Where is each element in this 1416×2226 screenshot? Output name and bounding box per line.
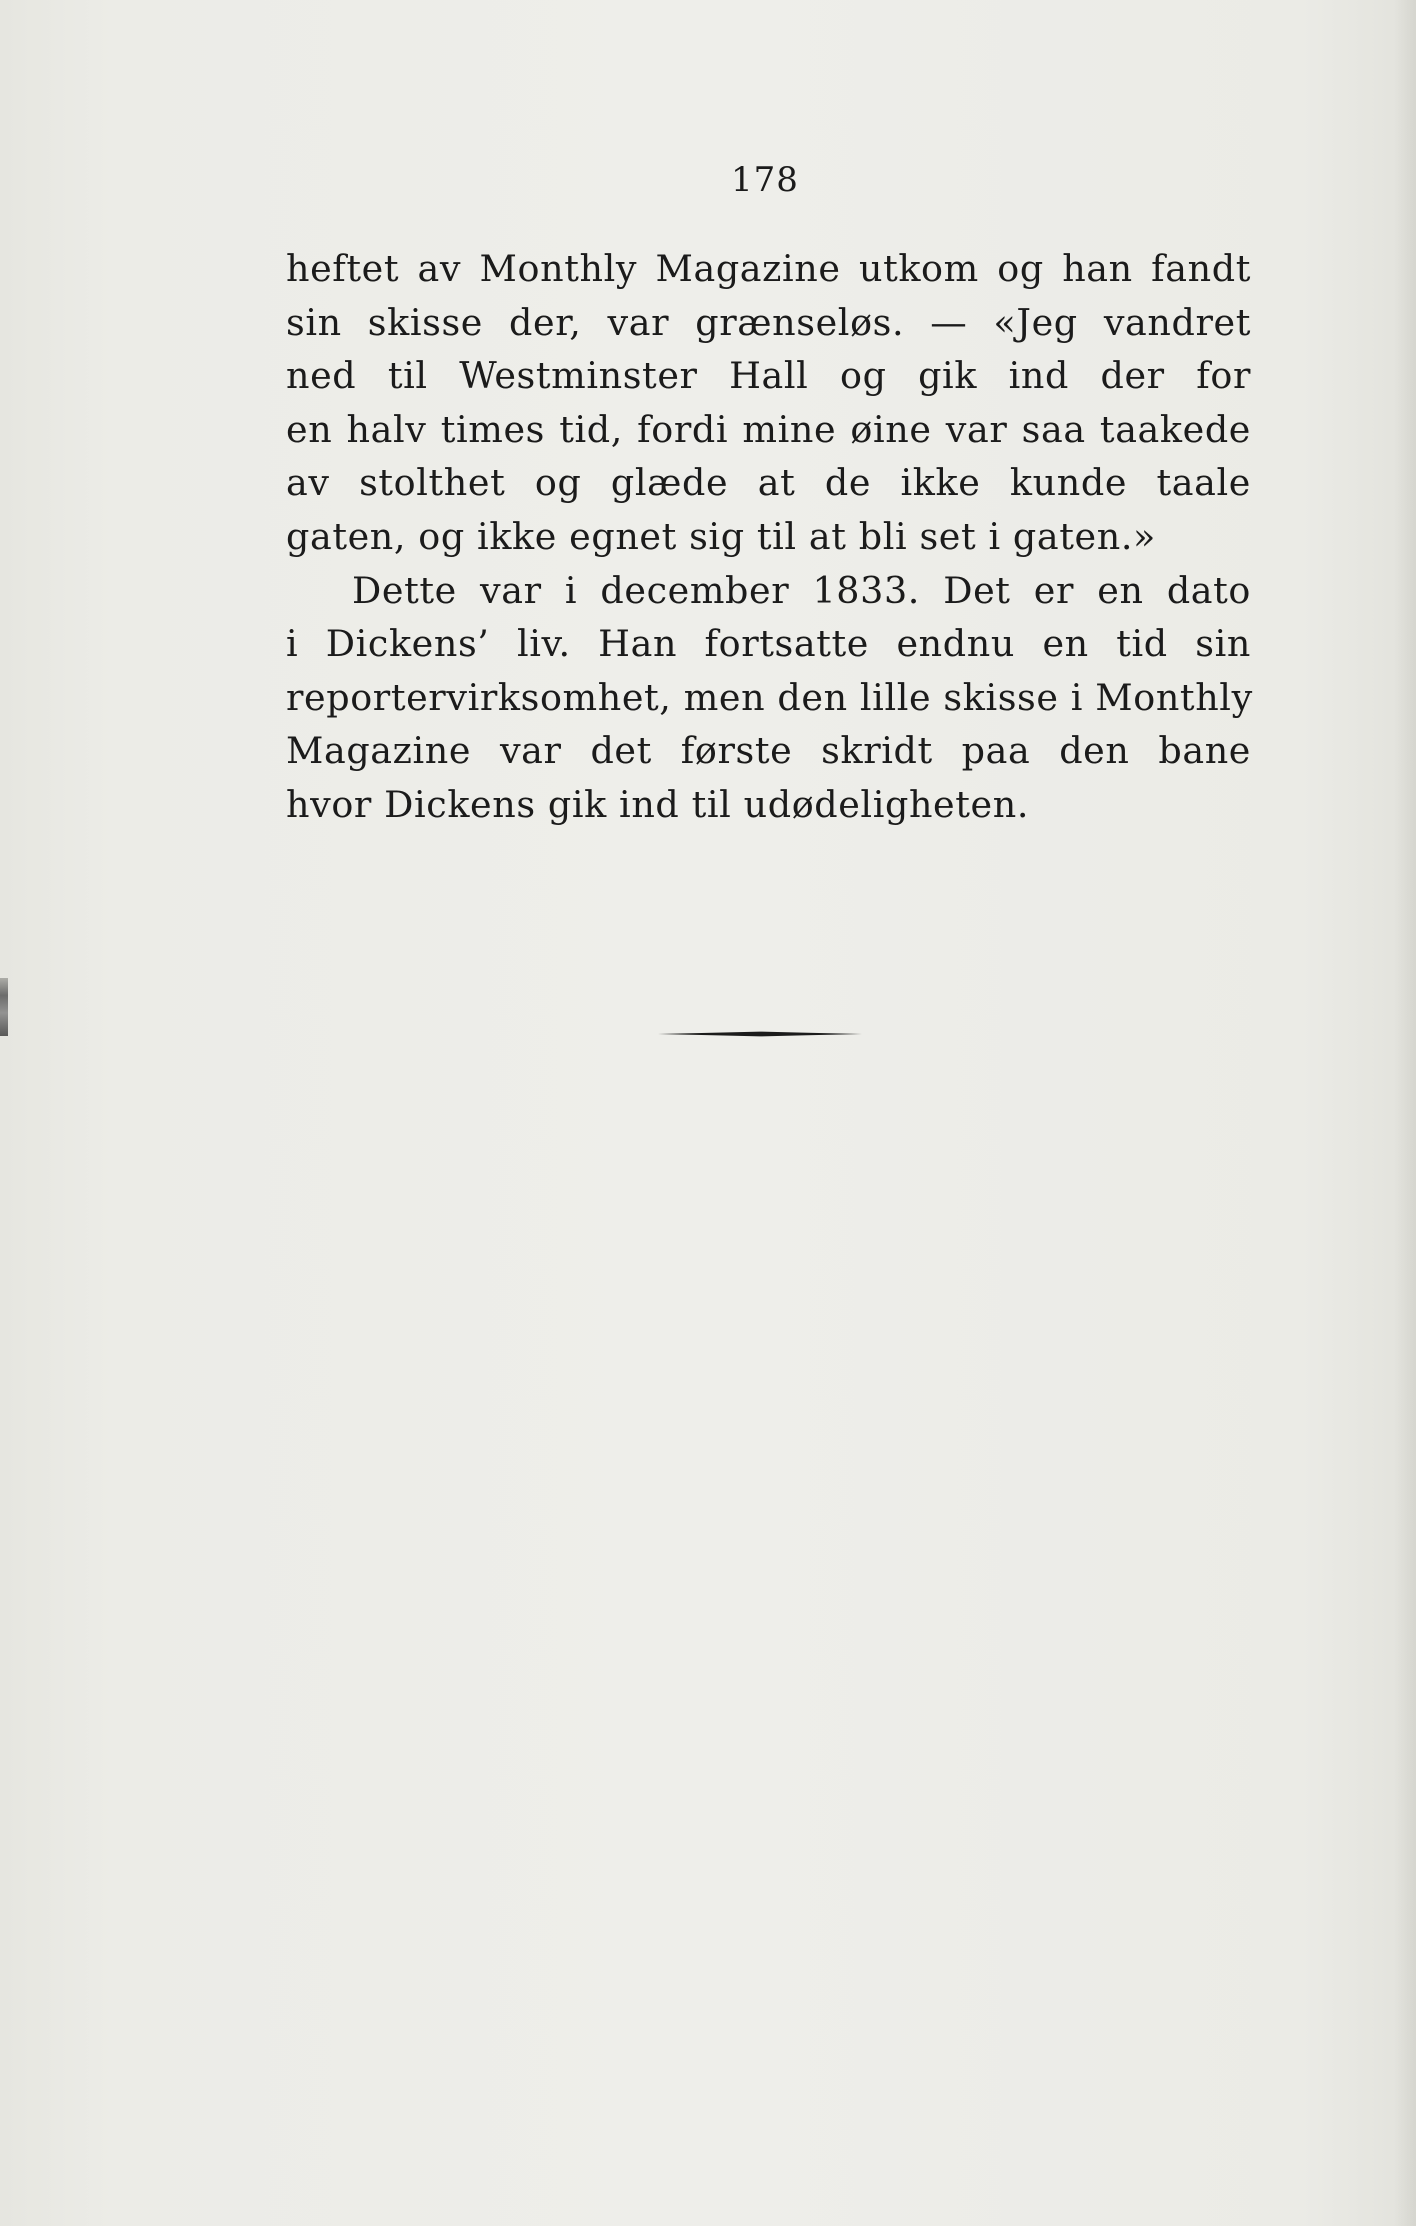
text-line: sin skisse der, var grænseløs. — «Jeg vandret (286, 300, 1251, 344)
text-line: gaten, og ikke egnet sig til at bli set i gaten.» (286, 514, 1156, 558)
text-line: en halv times tid, fordi mine øine var saa taakede (286, 407, 1251, 451)
text-line: Magazine var det første skridt paa den bane (286, 729, 1251, 773)
text-line: heftet av Monthly Magazine utkom og han fandt (286, 247, 1251, 290)
body-text (286, 242, 1251, 832)
page-edge-shadow (1394, 0, 1416, 2226)
text-line: ned til Westminster Hall og gik ind der for (286, 354, 1251, 398)
section-end-rule (658, 1031, 862, 1037)
text-line: hvor Dickens gik ind til udødeligheten. (286, 782, 1030, 826)
text-line: Dette var i december 1833. Det er en dato (352, 568, 1251, 612)
text-line: reportervirksomhet, men den lille skisse i Monthly (286, 675, 1253, 719)
text-line: i Dickens’ liv. Han fortsatte endnu en tid sin (286, 622, 1251, 666)
binding-mark (0, 978, 8, 1036)
text-line: av stolthet og glæde at de ikke kunde taale (286, 461, 1251, 505)
page-number: 178 (731, 160, 799, 200)
